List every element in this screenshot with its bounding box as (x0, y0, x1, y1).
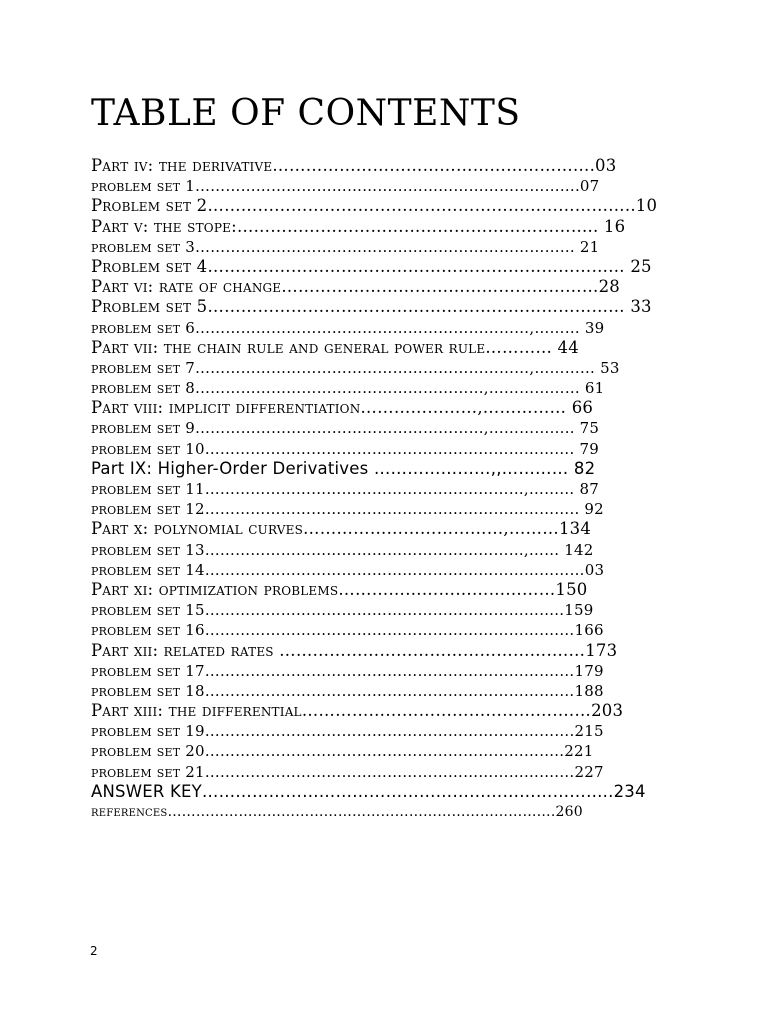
page-number: 2 (90, 944, 98, 958)
toc-entry: Part v: the stope:……………………………………………………….. 16 (91, 216, 626, 236)
toc-entry: problem set 12……………………………………………………………….. 92 (91, 500, 604, 519)
toc-entry: ANSWER KEY………………………………………………………………..234 (91, 781, 646, 801)
toc-entry: Part xi: optimization problems…………………………………150 (91, 579, 588, 599)
toc-entry: references……………………………………………………………………….260 (91, 804, 583, 820)
toc-entry: problem set 21…………………………………………………………….…227 (91, 762, 604, 781)
toc-entry: problem set 3………………………………………………………………… 21 (91, 237, 600, 256)
toc-entry: Part xii: related rates …………………………………………….…173 (91, 640, 618, 660)
toc-entry: Problem set 4………………………………………………………………… 25 (91, 256, 652, 276)
toc-entry: problem set 7…………………………………………………………,………… 53 (91, 358, 620, 377)
toc-entry: problem set 19……………………………………………………………….215 (91, 722, 604, 741)
toc-entry: Part xiii: the differential………………………………………….…203 (91, 701, 624, 721)
toc-entry: problem set 16…………………………………………………………….…166 (91, 621, 604, 640)
toc-entry: problem set 14…………………………………………………………………03 (91, 560, 605, 579)
toc-entry: Part vi: rate of change…………………………………………………28 (91, 277, 620, 297)
table-of-contents (91, 156, 691, 822)
toc-entry: problem set 8…………………………………………………,……………… 61 (91, 379, 605, 398)
toc-entry: problem set 9…………………………………………………,…………….. 75 (91, 419, 600, 438)
toc-entry: problem set 17…………………………………………………………….…179 (91, 661, 604, 680)
toc-entry: Problem set 2…………………………………………………………………..10 (91, 196, 658, 216)
toc-entry: problem set 6…………………………………………………………,……… 39 (91, 318, 605, 337)
toc-entry: problem set 10………………………………………………………………. 79 (91, 439, 599, 458)
toc-entry: problem set 13………………………………………………………,…… 142 (91, 540, 594, 559)
toc-entry: Problem set 5………………………………………………………………… 33 (91, 297, 652, 317)
toc-entry: problem set 1………………………………………………………………….07 (91, 177, 600, 196)
page-title: TABLE OF CONTENTS (91, 93, 521, 134)
toc-entry: problem set 18…………………………………………………………….…188 (91, 681, 604, 700)
toc-entry: Part viii: implicit differentiation…………………,…………… 66 (91, 398, 594, 418)
toc-entry: Part IX: Higher-Order Derivatives …………………,,………… 82 (91, 458, 596, 478)
toc-entry: Part iv: the derivative………………………………………………….03 (91, 156, 617, 175)
toc-entry: problem set 20……………………………………………………………..221 (91, 742, 594, 761)
toc-entry: Part x: polynomial curves………………………………,………134 (91, 519, 592, 539)
toc-entry: problem set 15……………………………………………………………..159 (91, 601, 594, 620)
toc-entry: problem set 11………………………………………………………,……… 87 (91, 480, 599, 498)
toc-entry: Part vii: the chain rule and general power rule………… 44 (91, 337, 579, 357)
